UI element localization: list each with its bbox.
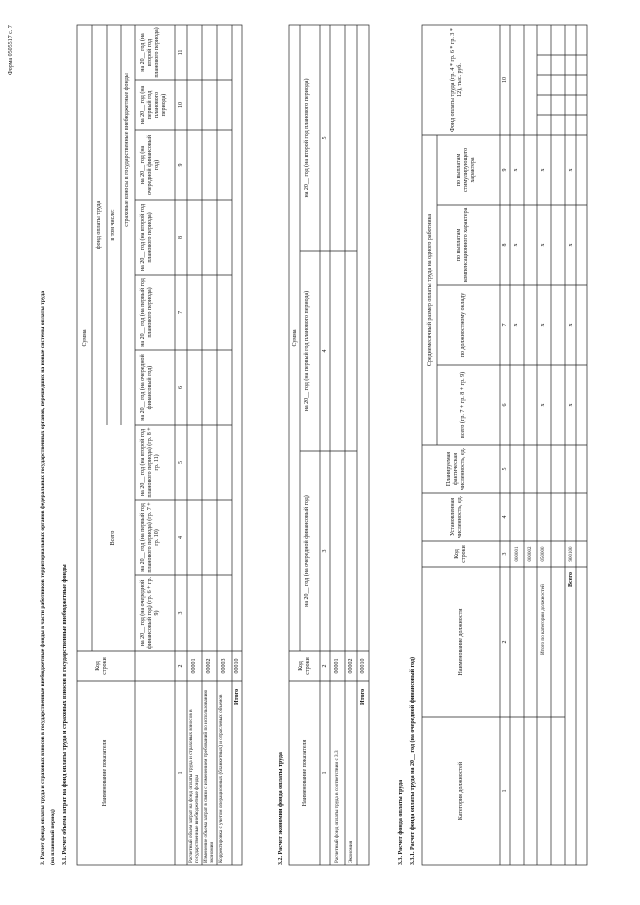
t31-num-5: 5 — [178, 461, 184, 464]
t32-head-code: Код строки — [298, 657, 311, 675]
t331-num-6: 6 — [502, 403, 508, 407]
t31-head-ins: страховые взносы в государственные внебюджетные фонды — [124, 73, 130, 227]
t31-total-code: 00010 — [234, 658, 240, 674]
subsection-3-1-title: 3.1. Расчет объема затрат на фонд оплаты труда и страховых взносов в государственные внебюджетные фонды — [62, 564, 68, 865]
t31-col3: на 20__ год (на очередной финансовый год) (гр. 6 + гр. 9) — [140, 577, 160, 649]
subsection-3-3-1-title: 3.3.1. Расчет фонда оплаты труда на 20__ год (на очередной финансовый год) — [410, 656, 416, 865]
t32-num-4: 4 — [322, 349, 328, 353]
t331-head-cat: Категория должностей — [458, 761, 464, 821]
t31-row-3-name: Корректировка с учетом операционных (бланкетных) и отраслевых объемов — [218, 694, 224, 863]
t31-head-code: Код строки — [95, 657, 108, 675]
t31-num-2: 2 — [178, 664, 184, 668]
t32-row-2-name: Экономия — [348, 841, 354, 863]
t331-head-plan: Планируемая фактическая численность, ед. — [446, 447, 466, 491]
t31-num-4: 4 — [178, 536, 184, 539]
t31-row-1-name: Расчетный объем затрат на фонд оплаты труда и страховых взносов в государственные внебюджетные фонды — [188, 709, 200, 863]
t31-col6: на 20__ год (на очередной финансовый год) — [140, 354, 153, 421]
t32-total-code: 00010 — [360, 658, 366, 674]
t31-col11: на 20__ год (на второй год планового периода) — [140, 27, 160, 78]
t31-col5: на 20__ год (на второй год планового периода) (гр. 8 + гр. 11) — [140, 427, 160, 498]
t31-head-name: Наименование показателя — [102, 739, 108, 807]
t32-total-label: Итого — [360, 688, 366, 705]
t31-num-9: 9 — [178, 163, 184, 167]
t32-head-sum: Сумма — [292, 329, 298, 347]
t31-col4: на 20__ год (на первый год планового периода) (гр. 7 + гр. 10) — [140, 502, 160, 573]
t331-num-5: 5 — [502, 467, 508, 471]
t331-head-comp: по выплатам компенсационного характера — [456, 207, 469, 283]
x-mark: x — [540, 168, 546, 172]
t31-col10: на 20__ год (на первый год планового периода) — [140, 85, 167, 125]
t32-col4: на 20__ год (на первый год планового периода) — [304, 290, 310, 412]
t31-num-1: 1 — [178, 771, 184, 775]
t31-head-incl: в том числе: — [110, 209, 116, 241]
t32-row-2-code: 00002 — [348, 658, 354, 674]
t31-row-1-code: 00001 — [191, 658, 197, 674]
t331-num-9: 9 — [502, 168, 508, 172]
x-mark: x — [513, 243, 519, 247]
section3-title-cont: (на плановый период) — [50, 809, 56, 865]
t331-subtotal-label: Итого по категории должностей — [540, 584, 546, 655]
t331-num-3: 3 — [502, 552, 508, 556]
form-code: Форма 0505517 с. 7 — [8, 25, 14, 75]
t31-num-10: 10 — [178, 102, 184, 108]
x-mark: x — [568, 323, 574, 327]
t31-col7: на 20__ год (на первый год планового периода) — [140, 278, 153, 347]
t32-num-3: 3 — [322, 549, 328, 553]
t31-col8: на 20__ год (на второй год планового периода) — [140, 203, 153, 272]
t32-row-1-name: Расчетный фонд оплаты труда в соответствии с 3.3 — [334, 750, 340, 863]
x-mark: x — [568, 243, 574, 247]
x-mark: x — [540, 403, 546, 407]
t331-head-avg: Среднемесячный размер оплаты труда на одного работника — [427, 213, 433, 367]
t32-num-2: 2 — [322, 664, 328, 668]
t32-num-5: 5 — [322, 136, 328, 140]
t31-row-2-code: 00002 — [206, 658, 212, 674]
t31-num-7: 7 — [178, 311, 184, 314]
t31-num-3: 3 — [178, 611, 184, 615]
x-mark: x — [540, 323, 546, 327]
x-mark: x — [568, 168, 574, 172]
t31-num-6: 6 — [178, 386, 184, 389]
t31-head-total: Всего — [110, 530, 116, 546]
t331-head-code: Код строки — [454, 545, 467, 563]
x-mark: x — [540, 243, 546, 247]
t31-row-2-name: Изменение объема затрат в связи с изменением требований по использованию экономии — [203, 689, 215, 863]
t31-num-8: 8 — [178, 236, 184, 239]
t31-head-sum: Сумма — [82, 329, 88, 347]
t331-head-stim: по выплатам стимулирующего характера — [456, 147, 476, 193]
t331-head-fund: Фонд оплаты труда (гр. 4 * гр. 6 * гр. 3 * 12), тыс. руб. — [450, 28, 463, 132]
t331-total-code: 900100 — [569, 546, 574, 562]
t31-col9: на 20__ год (на очередной финансовый год) — [140, 135, 160, 196]
x-mark: x — [513, 323, 519, 327]
t331-subtotal-code: 050000 — [541, 546, 546, 562]
t331-code-2: 000002 — [528, 546, 533, 562]
t31-head-fot: фонд оплаты труда — [96, 200, 102, 250]
t32-col3: на 20__ год (на очередной финансовый год) — [304, 495, 310, 607]
t331-total-label: Всего — [568, 572, 574, 587]
t32-num-1: 1 — [322, 771, 328, 775]
t32-row-1-code: 00001 — [334, 658, 340, 674]
subsection-3-2-title: 3.2. Расчет экономии фонда оплаты труда — [278, 752, 284, 865]
t331-num-1: 1 — [502, 789, 508, 793]
t331-num-7: 7 — [502, 323, 508, 327]
t31-row-3-code: 00003 — [221, 658, 227, 674]
t32-col5: на 20__ год (на второй год планового периода) — [304, 78, 310, 198]
t331-num-8: 8 — [502, 243, 508, 247]
t331-head-pos: Наименование должности — [458, 608, 464, 676]
x-mark: x — [568, 403, 574, 407]
t331-head-salary: по должностному окладу — [460, 292, 466, 358]
x-mark: x — [513, 168, 519, 172]
t32-head-name: Наименование показателя — [302, 739, 308, 807]
t331-head-staff: Установленная численность, ед. — [450, 495, 463, 539]
t331-num-10: 10 — [502, 77, 508, 83]
t331-code-1: 000001 — [515, 546, 520, 562]
t331-num-2: 2 — [502, 640, 508, 644]
subsection-3-3-title: 3.3. Расчет фонда оплаты труда — [398, 779, 404, 865]
t331-num-4: 4 — [502, 515, 508, 519]
t331-head-total: всего (гр. 7 + гр. 8 + гр. 9) — [460, 371, 466, 439]
t31-total-label: Итого — [234, 688, 240, 705]
t31-num-11: 11 — [178, 49, 184, 56]
section3-title: 3. Расчет фонда оплаты труда и страховых взносов в государственные внебюджетные фонды в части работников территориальных органов федеральных государственных органов, перешедших на новые системы оплаты труда — [40, 290, 46, 865]
